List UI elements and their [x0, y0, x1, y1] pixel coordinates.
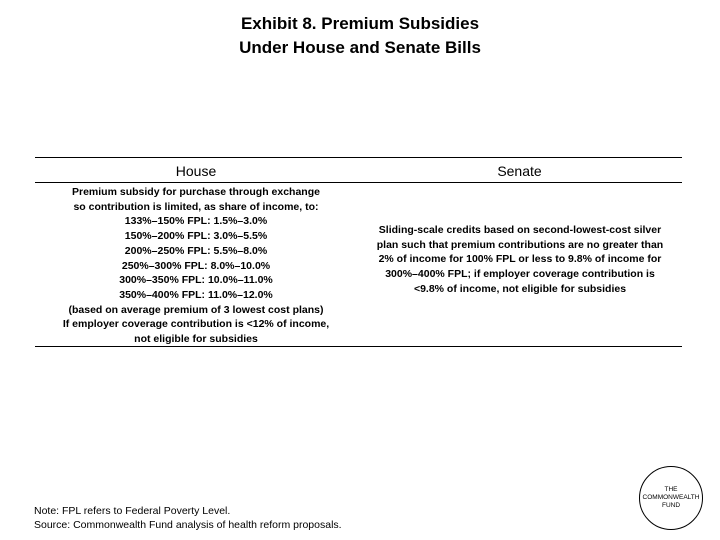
house-line: 200%–250% FPL: 5.5%–8.0% [124, 244, 268, 257]
house-provisions-cell [35, 185, 357, 347]
house-line: If employer coverage contribution is <12% of income, [62, 318, 330, 331]
exhibit-title [0, 12, 720, 60]
house-line: 350%–400% FPL: 11.0%–12.0% [119, 288, 273, 301]
house-line: not eligible for subsidies [134, 333, 258, 346]
house-line: so contribution is limited, as share of income, to: [73, 200, 319, 213]
table-header-rule [35, 182, 682, 183]
house-line: 300%–350% FPL: 10.0%–11.0% [119, 274, 273, 287]
exhibit-title-line-1: Exhibit 8. Premium Subsidies [240, 14, 480, 33]
footnote [34, 504, 342, 532]
footnote-note: Note: FPL refers to Federal Poverty Level. [34, 505, 231, 517]
exhibit-title-line-2: Under House and Senate Bills [239, 38, 481, 57]
logo-line-3: FUND [661, 502, 681, 509]
column-header-senate: Senate [497, 163, 542, 179]
commonwealth-fund-logo [639, 466, 703, 530]
house-line: 150%–200% FPL: 3.0%–5.5% [124, 230, 268, 243]
senate-provisions-cell: Sliding-scale credits based on second-lowest-cost silver plan such that premium contributions are no greater than 2% of income for 100% FPL or less to 9.8% of income for 300%–400% FPL; if employer coverage contribution is <9.8% of income, not eligible for subsidies [376, 224, 664, 295]
footnote-source: Source: Commonwealth Fund analysis of health reform proposals. [34, 519, 342, 531]
house-line: Premium subsidy for purchase through exchange [72, 186, 320, 198]
house-line: 250%–300% FPL: 8.0%–10.0% [121, 259, 271, 272]
house-line: (based on average premium of 3 lowest cost plans) [68, 303, 324, 316]
table-bottom-rule [35, 346, 682, 347]
column-header-house: House [175, 163, 217, 179]
table-top-rule [35, 157, 682, 158]
house-line: 133%–150% FPL: 1.5%–3.0% [124, 215, 268, 228]
logo-line-2: COMMONWEALTH [642, 494, 700, 501]
logo-line-1: THE [664, 486, 678, 493]
